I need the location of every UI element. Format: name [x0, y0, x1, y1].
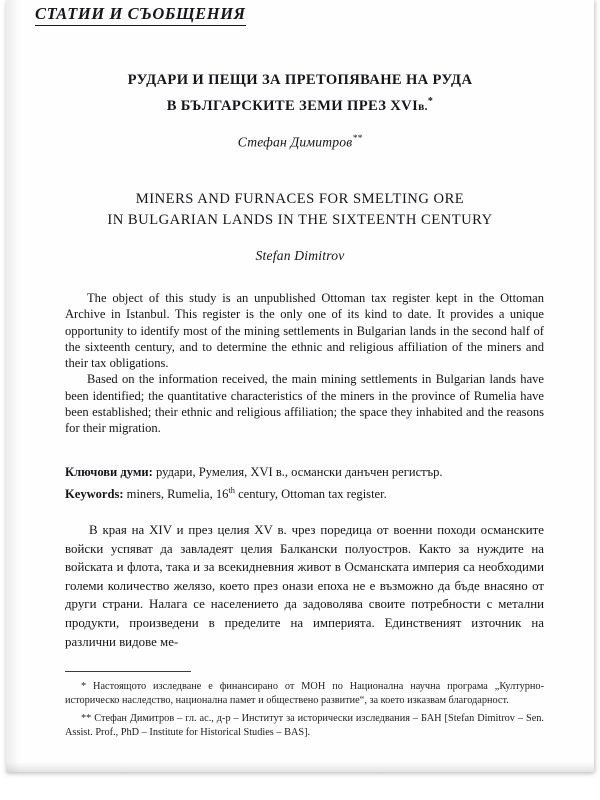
english-author-name: Stefan Dimitrov	[255, 248, 345, 263]
bulgarian-author-footnote-marker: **	[352, 134, 363, 144]
abstract-paragraph-2: Based on the information received, the main mining settlements in Bulgarian lands have been identified; the quantitative characteristics of the miners in the province of Rumelia have been established; their ethnic and religious affiliation; the space they inhabited and the reasons for their migration.	[65, 372, 544, 436]
keywords-bulgarian-line	[65, 464, 544, 482]
bulgarian-title-line-2	[6, 91, 594, 118]
bulgarian-author-name: Стефан Димитров	[237, 134, 353, 150]
keywords-english-value-after: century, Ottoman tax register.	[234, 486, 387, 501]
bulgarian-author	[6, 134, 594, 151]
footnote-2: ** Стефан Димитров – гл. ас., д-р – Институт за исторически изследвания – БАН [Stefan Dimitrov – Sen. Assist. Prof., PhD – Institute for Historical Studies – BAS].	[65, 712, 544, 739]
english-title-line-1: MINERS AND FURNACES FOR SMELTING ORE	[135, 191, 465, 207]
footnote-1: * Настоящото изследване е финансирано от МОН по Национална научна програма „Културно-историческо наследство, национална памет и обществено развитие“, за което изказвам благодарност.	[65, 681, 544, 707]
english-title	[6, 189, 594, 231]
running-head: СТАТИИ И СЪОБЩЕНИЯ	[35, 4, 246, 26]
keywords	[65, 464, 544, 503]
keywords-english-value-before: miners, Rumelia, 16	[123, 486, 229, 501]
abstract	[65, 290, 544, 437]
body-paragraph-1: В края на XIV и през целия XV в. чрез поредица от военни походи османските войски успяват да завладеят целия Балкански полуостров. Както за нуждите на войската и флота, така и за всекидневния живот в Османската империя са необходими големи количество желязо, което през онази епоха не е възможно да бъде внасяно от други страни. Налага се населението да задоволява своите потребности с метални продукти, произведени в пределите на империята. Единственият източник на различни видове ме-	[65, 523, 544, 649]
keywords-bulgarian-value: рудари, Румелия, XVI в., османски данъчен регистър.	[152, 465, 443, 479]
bulgarian-title	[6, 70, 594, 118]
bulgarian-title-line-2-main: В БЪЛГАРСКИТЕ ЗЕМИ ПРЕЗ XVI	[166, 97, 419, 114]
english-title-line-2: IN BULGARIAN LANDS IN THE SIXTEENTH CENTURY	[107, 212, 493, 228]
footnote-separator-rule	[65, 671, 191, 672]
keywords-english-line	[65, 482, 544, 504]
keywords-english-label: Keywords:	[65, 486, 124, 501]
keywords-english-ordinal-suffix: th	[228, 485, 235, 495]
abstract-paragraph-1: The object of this study is an unpublished Ottoman tax register kept in the Ottoman Archive in Istanbul. This register is the only one of its kind to date. It provides a unique opportunity to identify most of the mining settlements in Bulgarian lands in the second half of the sixteenth century, and to determine the ethnic and religious affiliation of the miners and their tax obligations.	[65, 291, 544, 371]
english-author	[6, 248, 594, 264]
bulgarian-title-line-1: РУДАРИ И ПЕЩИ ЗА ПРЕТОПЯВАНЕ НА РУДА	[127, 72, 473, 88]
bulgarian-title-footnote-marker: *	[427, 96, 434, 107]
body-text	[65, 521, 544, 651]
keywords-bulgarian-label: Ключови думи:	[65, 465, 153, 479]
scanned-page-sheet	[6, 0, 594, 772]
bulgarian-title-century-abbr: в.	[418, 100, 428, 113]
footnotes	[65, 680, 544, 740]
